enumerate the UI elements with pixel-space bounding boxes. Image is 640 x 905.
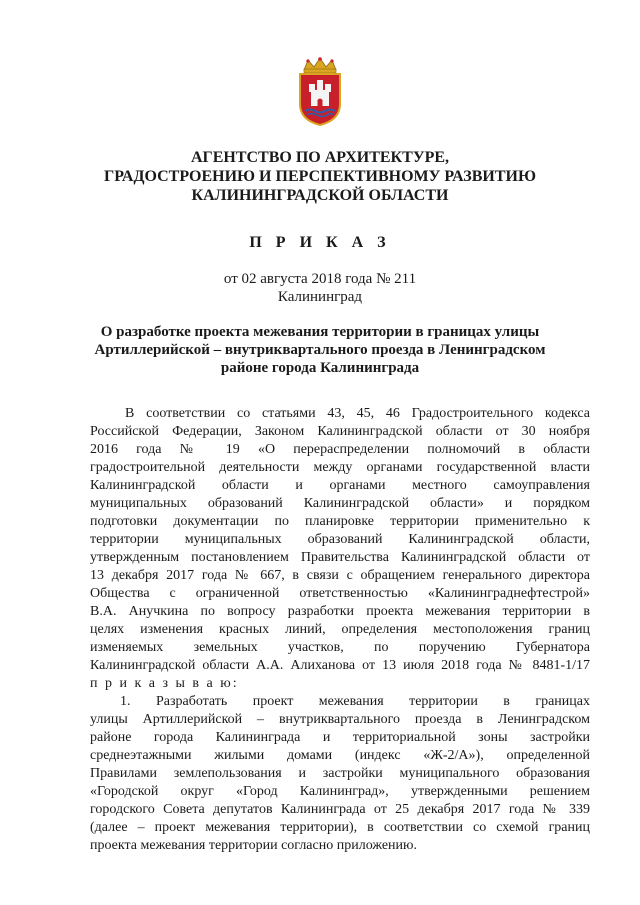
body-line: проекта межевания территории согласно приложению. (90, 838, 417, 853)
body-line: Калининградской области А.А. Алиханова от 13 июля 2018 года № 8481-1/17 (90, 658, 590, 673)
body-line: Российской Федерации, Законом Калининградской области от 30 ноября (90, 424, 590, 439)
agency-line-2: ГРАДОСТРОЕНИЮ И ПЕРСПЕКТИВНОМУ РАЗВИТИЮ (104, 168, 536, 185)
coat-of-arms-icon (292, 56, 348, 126)
body-line: Общества с ограниченной ответственностью «Калининграднефтестрой» (90, 586, 590, 601)
document-body (90, 405, 590, 855)
document-title (60, 323, 580, 377)
body-line: Правилами землепользования и застройки муниципального образования (90, 766, 590, 781)
agency-line-3: КАЛИНИНГРАДСКОЙ ОБЛАСТИ (191, 187, 449, 204)
body-line: градостроительной деятельности между органами государственной власти (90, 460, 590, 475)
body-line: целях изменения красных линий, определения местоположения границ (90, 622, 590, 637)
order-place: Калининград (277, 289, 363, 305)
body-line: муниципальных образований Калининградской области» и порядком (90, 496, 590, 511)
order-directive: п р и к а з ы в а ю: (90, 676, 239, 691)
title-line-1: О разработке проекта межевания территории в границах улицы (100, 324, 540, 340)
body-line: В соответствии со статьями 43, 45, 46 Градостроительного кодекса (125, 406, 590, 421)
body-line: среднеэтажными жилыми домами (индекс «Ж-2/А»), определенной (90, 748, 590, 763)
body-line: «Городской округ «Город Калининград», утвержденными решением (90, 784, 590, 799)
title-line-2: Артиллерийской – внутриквартального проезда в Ленинградском (94, 342, 546, 358)
agency-header (60, 148, 580, 205)
body-line: 2016 года № 19 «О перераспределении полномочий в области (90, 442, 590, 457)
order-date-number: от 02 августа 2018 года № 211 (223, 271, 417, 287)
body-line: подготовки документации по планировке территории применительно к (90, 514, 590, 529)
body-line: Калининградской области и органами местного самоуправления (90, 478, 590, 493)
title-line-3: районе города Калининграда (220, 360, 420, 376)
body-line: территории муниципальных образований Калининградской области, (90, 532, 590, 547)
body-line: городского Совета депутатов Калининграда от 25 декабря 2017 года № 339 (90, 802, 590, 817)
document-type: П Р И К А З (249, 234, 391, 251)
body-line: В.А. Анучкина по вопросу разработки проекта межевания территории в (90, 604, 590, 619)
agency-line-1: АГЕНТСТВО ПО АРХИТЕКТУРЕ, (190, 149, 450, 166)
body-line: изменяемых земельных участков, по поручению Губернатора (90, 640, 590, 655)
date-place-block (60, 270, 580, 306)
body-line: 13 декабря 2017 года № 667, в связи с обращением генерального директора (90, 568, 590, 583)
body-line: утвержденным постановлением Правительства Калининградской области от (90, 550, 590, 565)
body-line: 1. Разработать проект межевания территории в границах (120, 694, 590, 709)
body-line: районе города Калининграда и территориальной зоны застройки (90, 730, 590, 745)
body-line: (далее – проект межевания территории), в соответствии со схемой границ (90, 820, 590, 835)
body-line: улицы Артиллерийской – внутриквартального проезда в Ленинградском (90, 712, 590, 727)
